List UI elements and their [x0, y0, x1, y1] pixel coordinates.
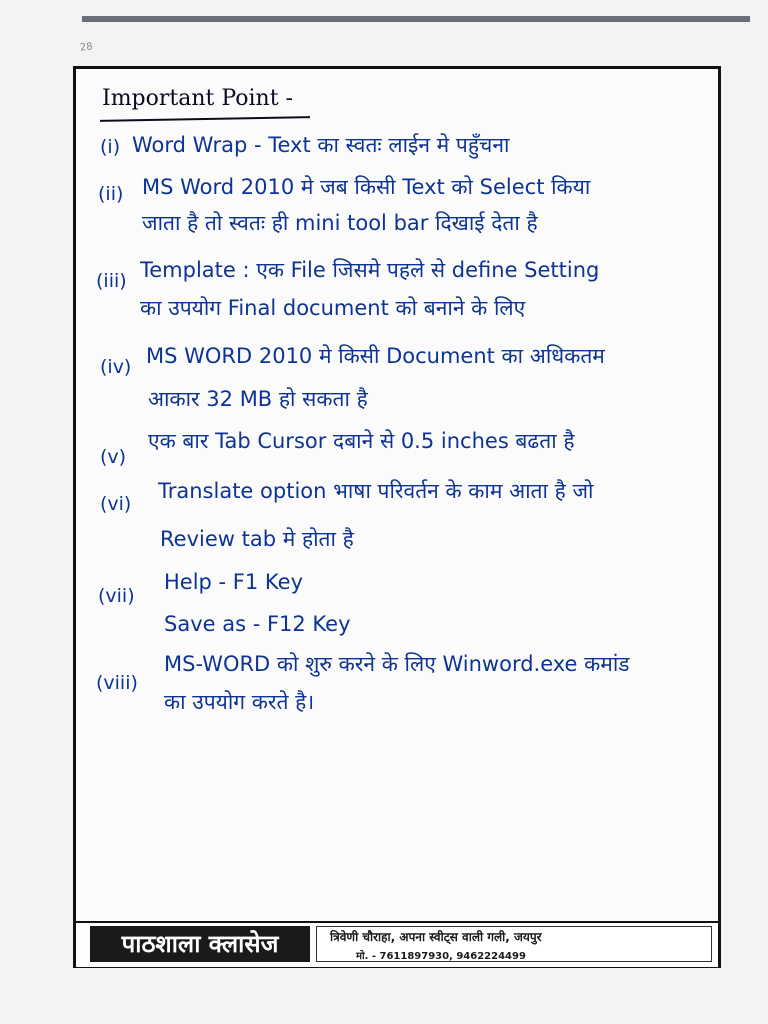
scan-top-edge	[82, 16, 750, 22]
note-4-line-1: MS WORD 2010 मे किसी Document का अधिकतम	[146, 344, 605, 368]
note-6-line-1: Translate option भाषा परिवर्तन के काम आता है जो	[158, 479, 594, 503]
note-1-number: (i)	[100, 136, 121, 158]
note-2-line-1: MS Word 2010 मे जब किसी Text को Select किया	[142, 175, 591, 199]
page-number: 28	[79, 41, 94, 54]
note-7-line-2: Save as - F12 Key	[164, 612, 351, 636]
notes-frame	[73, 66, 721, 968]
note-8-line-1: MS-WORD को शुरु करने के लिए Winword.exe कमांड	[164, 652, 630, 676]
note-2-line-2: जाता है तो स्वतः ही mini tool bar दिखाई देता है	[142, 211, 538, 235]
footer-address: त्रिवेणी चौराहा, अपना स्वीट्स वाली गली, जयपुर	[330, 930, 542, 944]
footer-brand-logo: पाठशाला क्लासेज	[90, 926, 310, 962]
note-4-line-2: आकार 32 MB हो सकता है	[148, 387, 368, 411]
note-4-number: (iv)	[100, 356, 132, 378]
note-3-line-2: का उपयोग Final document को बनाने के लिए	[140, 296, 526, 320]
note-5-number: (v)	[100, 446, 127, 468]
note-7-number: (vii)	[98, 585, 135, 607]
note-7-line-1: Help - F1 Key	[164, 570, 303, 594]
page-title: Important Point -	[102, 86, 293, 111]
note-8-line-2: का उपयोग करते है।	[164, 690, 315, 714]
note-3-number: (iii)	[96, 270, 127, 292]
note-1-line-1: Word Wrap - Text का स्वतः लाईन मे पहुँचना	[132, 133, 510, 157]
footer-phone: मो. - 7611897930, 9462224499	[356, 951, 526, 962]
note-2-number: (ii)	[98, 183, 124, 205]
note-6-line-2: Review tab मे होता है	[160, 527, 354, 551]
note-8-number: (viii)	[96, 672, 138, 694]
note-3-line-1: Template : एक File जिसमे पहले से define Setting	[140, 258, 600, 282]
note-5-line-1: एक बार Tab Cursor दबाने से 0.5 inches बढता है	[148, 429, 575, 453]
note-6-number: (vi)	[100, 493, 132, 515]
